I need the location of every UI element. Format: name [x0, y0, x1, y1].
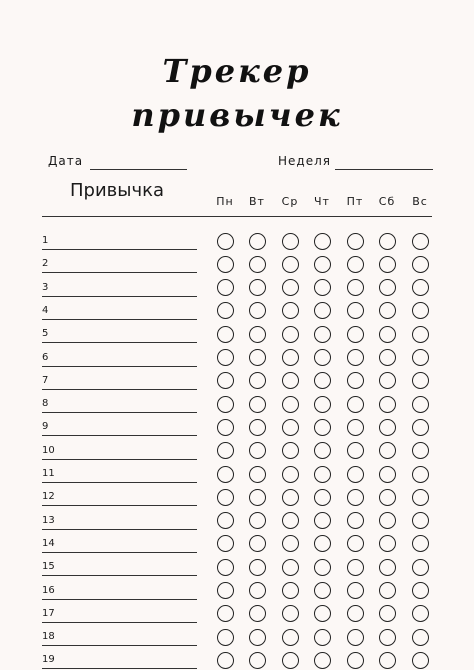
habit-check-circle[interactable] — [379, 559, 396, 576]
habit-check-circle[interactable] — [347, 559, 364, 576]
habit-check-circle[interactable] — [314, 279, 331, 296]
habit-check-circle[interactable] — [217, 629, 234, 646]
habit-check-circle[interactable] — [347, 419, 364, 436]
habit-check-circle[interactable] — [282, 605, 299, 622]
habit-check-circle[interactable] — [379, 302, 396, 319]
row-number: 10 — [42, 444, 55, 456]
day-header: Пн — [216, 195, 234, 208]
habit-check-circle[interactable] — [217, 442, 234, 459]
habit-check-circle[interactable] — [217, 489, 234, 506]
habit-check-circle[interactable] — [217, 559, 234, 576]
habit-check-circle[interactable] — [412, 419, 429, 436]
habit-name-line[interactable] — [42, 249, 197, 250]
day-header: Чт — [314, 195, 330, 208]
habit-check-circle[interactable] — [314, 652, 331, 669]
habit-name-line[interactable] — [42, 366, 197, 367]
habit-check-circle[interactable] — [314, 442, 331, 459]
habit-check-circle[interactable] — [314, 396, 331, 413]
habit-check-circle[interactable] — [249, 442, 266, 459]
habit-check-circle[interactable] — [412, 605, 429, 622]
habit-check-circle[interactable] — [379, 466, 396, 483]
habit-check-circle[interactable] — [249, 652, 266, 669]
habit-name-line[interactable] — [42, 412, 197, 413]
habit-check-circle[interactable] — [379, 372, 396, 389]
habit-name-line[interactable] — [42, 552, 197, 553]
row-number: 6 — [42, 351, 49, 363]
habit-check-circle[interactable] — [379, 279, 396, 296]
habit-check-circle[interactable] — [217, 279, 234, 296]
habit-check-circle[interactable] — [282, 629, 299, 646]
habit-name-line[interactable] — [42, 459, 197, 460]
habit-check-circle[interactable] — [412, 279, 429, 296]
habit-check-circle[interactable] — [314, 489, 331, 506]
habit-check-circle[interactable] — [379, 512, 396, 529]
habit-check-circle[interactable] — [217, 302, 234, 319]
habit-check-circle[interactable] — [314, 302, 331, 319]
habit-check-circle[interactable] — [314, 466, 331, 483]
habit-check-circle[interactable] — [282, 396, 299, 413]
habit-check-circle[interactable] — [217, 535, 234, 552]
habit-check-circle[interactable] — [412, 559, 429, 576]
habit-check-circle[interactable] — [282, 489, 299, 506]
habit-check-circle[interactable] — [249, 349, 266, 366]
habit-check-circle[interactable] — [379, 442, 396, 459]
habit-check-circle[interactable] — [249, 256, 266, 273]
habit-check-circle[interactable] — [249, 535, 266, 552]
habit-check-circle[interactable] — [282, 466, 299, 483]
row-number: 12 — [42, 491, 55, 503]
day-header: Пт — [346, 195, 364, 208]
habit-check-circle[interactable] — [249, 372, 266, 389]
habit-check-circle[interactable] — [379, 256, 396, 273]
habit-check-circle[interactable] — [379, 629, 396, 646]
habit-check-circle[interactable] — [282, 279, 299, 296]
day-header: Ср — [281, 195, 299, 208]
habit-name-line[interactable] — [42, 389, 197, 390]
habit-check-circle[interactable] — [282, 419, 299, 436]
habit-check-circle[interactable] — [217, 349, 234, 366]
habit-check-circle[interactable] — [314, 582, 331, 599]
habit-name-line[interactable] — [42, 575, 197, 576]
habit-check-circle[interactable] — [347, 652, 364, 669]
row-number: 5 — [42, 328, 49, 340]
habit-check-circle[interactable] — [379, 605, 396, 622]
habit-check-circle[interactable] — [314, 629, 331, 646]
habit-check-circle[interactable] — [282, 233, 299, 250]
habit-check-circle[interactable] — [217, 512, 234, 529]
day-header: Вт — [249, 195, 265, 208]
habit-check-circle[interactable] — [347, 279, 364, 296]
day-header: Сб — [378, 195, 396, 208]
habit-check-circle[interactable] — [412, 396, 429, 413]
habit-check-circle[interactable] — [217, 233, 234, 250]
habit-check-circle[interactable] — [314, 256, 331, 273]
habit-check-circle[interactable] — [379, 233, 396, 250]
habit-check-circle[interactable] — [347, 302, 364, 319]
habit-check-circle[interactable] — [249, 605, 266, 622]
habit-check-circle[interactable] — [249, 512, 266, 529]
habit-check-circle[interactable] — [217, 372, 234, 389]
row-number: 19 — [42, 654, 55, 666]
habit-check-circle[interactable] — [217, 256, 234, 273]
date-field-line[interactable] — [90, 169, 187, 170]
date-label: Дата — [48, 154, 84, 168]
habit-check-circle[interactable] — [412, 466, 429, 483]
habit-check-circle[interactable] — [379, 326, 396, 343]
habit-check-circle[interactable] — [314, 372, 331, 389]
habit-name-line[interactable] — [42, 319, 197, 320]
habit-check-circle[interactable] — [379, 349, 396, 366]
habit-check-circle[interactable] — [412, 442, 429, 459]
habit-check-circle[interactable] — [412, 302, 429, 319]
row-number: 2 — [42, 258, 49, 270]
habit-check-circle[interactable] — [379, 489, 396, 506]
week-field-line[interactable] — [335, 169, 433, 170]
row-number: 11 — [42, 468, 55, 479]
habit-check-circle[interactable] — [412, 512, 429, 529]
habit-check-circle[interactable] — [249, 419, 266, 436]
habit-name-line[interactable] — [42, 272, 197, 273]
habit-check-circle[interactable] — [412, 372, 429, 389]
habit-check-circle[interactable] — [314, 605, 331, 622]
habit-name-line[interactable] — [42, 529, 197, 530]
habit-check-circle[interactable] — [314, 326, 331, 343]
habit-name-line[interactable] — [42, 622, 197, 623]
habit-check-circle[interactable] — [217, 419, 234, 436]
habit-check-circle[interactable] — [347, 489, 364, 506]
habit-name-line[interactable] — [42, 645, 197, 646]
habit-check-circle[interactable] — [217, 582, 234, 599]
habit-check-circle[interactable] — [347, 535, 364, 552]
habit-column-header: Привычка — [70, 180, 165, 201]
habit-check-circle[interactable] — [217, 652, 234, 669]
habit-check-circle[interactable] — [412, 652, 429, 669]
habit-check-circle[interactable] — [314, 535, 331, 552]
habit-check-circle[interactable] — [217, 326, 234, 343]
habit-check-circle[interactable] — [412, 233, 429, 250]
header-divider — [42, 216, 432, 217]
habit-check-circle[interactable] — [282, 582, 299, 599]
habit-check-circle[interactable] — [282, 535, 299, 552]
habit-check-circle[interactable] — [347, 372, 364, 389]
habit-check-circle[interactable] — [412, 582, 429, 599]
habit-check-circle[interactable] — [379, 652, 396, 669]
row-number: 13 — [42, 514, 55, 526]
habit-name-line[interactable] — [42, 296, 197, 297]
habit-check-circle[interactable] — [249, 489, 266, 506]
day-header: Вс — [412, 195, 428, 208]
row-number: 7 — [42, 374, 49, 386]
habit-check-circle[interactable] — [282, 372, 299, 389]
row-number: 18 — [42, 631, 55, 643]
habit-check-circle[interactable] — [412, 326, 429, 343]
habit-check-circle[interactable] — [249, 302, 266, 319]
habit-check-circle[interactable] — [379, 582, 396, 599]
habit-check-circle[interactable] — [282, 326, 299, 343]
habit-check-circle[interactable] — [217, 396, 234, 413]
habit-check-circle[interactable] — [282, 442, 299, 459]
row-number: 15 — [42, 561, 55, 573]
habit-check-circle[interactable] — [379, 535, 396, 552]
habit-check-circle[interactable] — [217, 466, 234, 483]
habit-check-circle[interactable] — [314, 349, 331, 366]
habit-check-circle[interactable] — [347, 466, 364, 483]
habit-check-circle[interactable] — [217, 605, 234, 622]
habit-check-circle[interactable] — [347, 605, 364, 622]
habit-check-circle[interactable] — [249, 279, 266, 296]
habit-check-circle[interactable] — [412, 489, 429, 506]
habit-check-circle[interactable] — [314, 419, 331, 436]
habit-name-line[interactable] — [42, 668, 197, 669]
habit-check-circle[interactable] — [347, 233, 364, 250]
habit-name-line[interactable] — [42, 342, 197, 343]
habit-name-line[interactable] — [42, 505, 197, 506]
habit-check-circle[interactable] — [412, 349, 429, 366]
habit-check-circle[interactable] — [347, 582, 364, 599]
row-number: 3 — [42, 281, 49, 293]
habit-check-circle[interactable] — [282, 349, 299, 366]
habit-name-line[interactable] — [42, 599, 197, 600]
habit-check-circle[interactable] — [249, 466, 266, 483]
habit-check-circle[interactable] — [379, 419, 396, 436]
habit-name-line[interactable] — [42, 482, 197, 483]
habit-check-circle[interactable] — [347, 349, 364, 366]
habit-check-circle[interactable] — [282, 512, 299, 529]
title-line-2: привычек — [131, 96, 343, 134]
habit-check-circle[interactable] — [412, 629, 429, 646]
habit-check-circle[interactable] — [249, 233, 266, 250]
habit-check-circle[interactable] — [249, 326, 266, 343]
habit-check-circle[interactable] — [282, 652, 299, 669]
habit-check-circle[interactable] — [379, 396, 396, 413]
row-number: 8 — [42, 398, 49, 410]
habit-check-circle[interactable] — [347, 629, 364, 646]
habit-check-circle[interactable] — [249, 582, 266, 599]
row-number: 17 — [42, 607, 55, 619]
row-number: 1 — [42, 235, 49, 246]
habit-check-circle[interactable] — [412, 256, 429, 273]
habit-check-circle[interactable] — [282, 302, 299, 319]
habit-check-circle[interactable] — [347, 256, 364, 273]
row-number: 4 — [42, 304, 49, 316]
row-number: 14 — [42, 537, 55, 549]
habit-check-circle[interactable] — [347, 396, 364, 413]
habit-check-circle[interactable] — [282, 559, 299, 576]
habit-check-circle[interactable] — [249, 629, 266, 646]
habit-check-circle[interactable] — [347, 326, 364, 343]
title-line-1: Трекер — [162, 52, 312, 90]
habit-check-circle[interactable] — [412, 535, 429, 552]
habit-check-circle[interactable] — [347, 442, 364, 459]
week-label: Неделя — [278, 154, 331, 168]
habit-check-circle[interactable] — [314, 512, 331, 529]
habit-check-circle[interactable] — [249, 559, 266, 576]
habit-check-circle[interactable] — [282, 256, 299, 273]
habit-check-circle[interactable] — [249, 396, 266, 413]
habit-name-line[interactable] — [42, 435, 197, 436]
row-number: 9 — [42, 421, 49, 433]
habit-check-circle[interactable] — [314, 233, 331, 250]
habit-check-circle[interactable] — [347, 512, 364, 529]
habit-check-circle[interactable] — [314, 559, 331, 576]
row-number: 16 — [42, 584, 55, 596]
